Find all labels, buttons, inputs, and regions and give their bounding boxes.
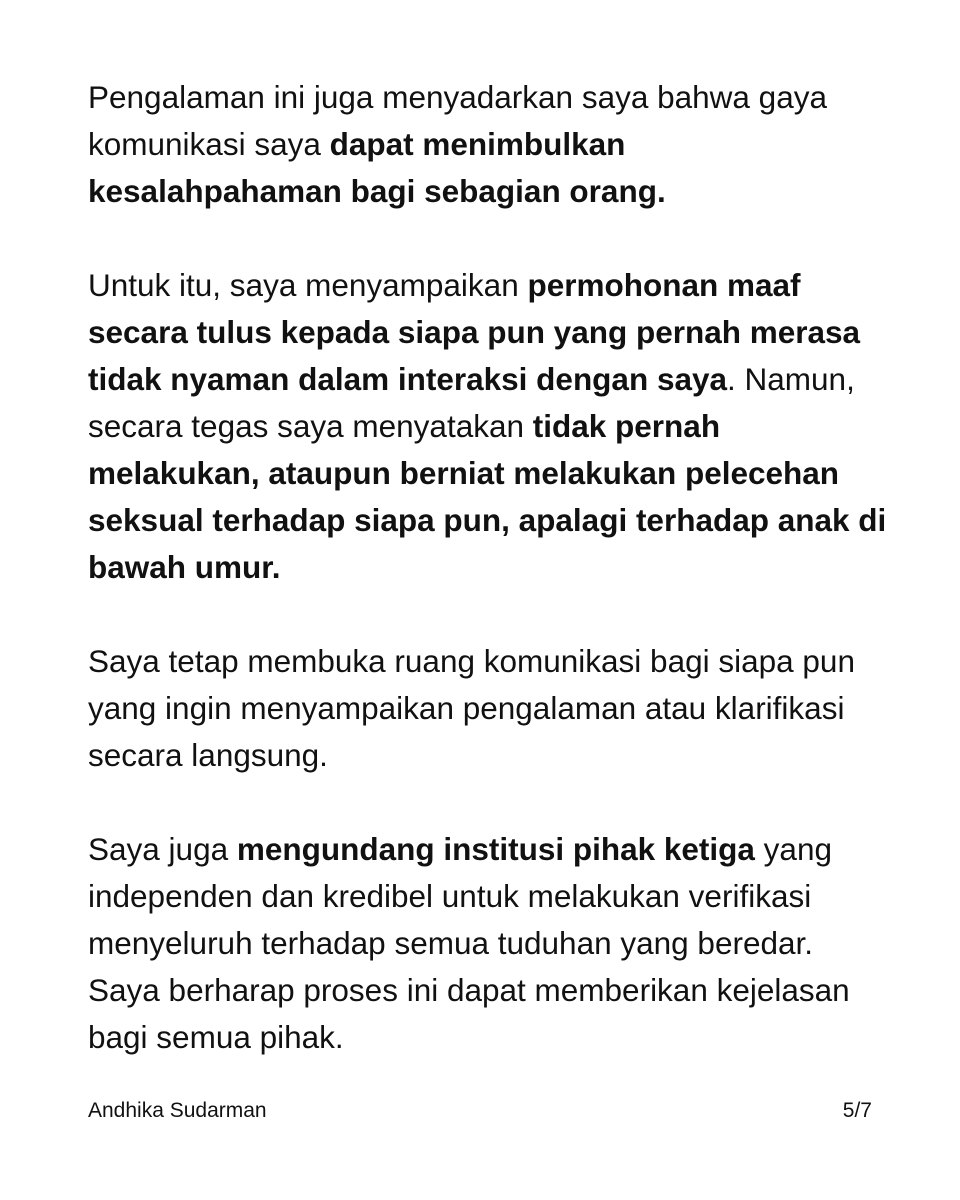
bold-text-run: mengundang institusi pihak ketiga <box>236 831 755 867</box>
page-number: 5/7 <box>842 1099 872 1122</box>
text-run: Untuk itu, saya menyampaikan <box>88 267 528 303</box>
text-run: Saya tetap membuka ruang komunikasi bagi siapa pun yang ingin menyampaikan pengalaman atau klarifikasi secara langsung. <box>88 643 855 773</box>
text-run: yang independen dan kredibel untuk melakukan verifikasi menyeluruh terhadap semua tuduhan yang beredar. Saya berharap proses ini dapat memberikan kejelasan bagi semua pihak. <box>88 831 850 1055</box>
paragraph-4 <box>88 826 888 1061</box>
bold-text-run: tidak pernah melakukan, ataupun berniat melakukan pelecehan seksual terhadap siapa pun, apalagi terhadap anak di bawah umur. <box>88 408 887 585</box>
paragraph-2 <box>88 262 888 591</box>
statement-body <box>88 74 888 1108</box>
text-run: . Namun, secara tegas saya menyatakan <box>88 361 855 444</box>
text-run: Pengalaman ini juga menyadarkan saya bahwa gaya komunikasi saya <box>88 79 827 162</box>
page-footer <box>88 1096 872 1126</box>
author-name: Andhika Sudarman <box>88 1099 267 1122</box>
paragraph-3 <box>88 638 888 779</box>
paragraph-1 <box>88 74 888 215</box>
text-run: Saya juga <box>88 831 237 867</box>
bold-text-run: dapat menimbulkan kesalahpahaman bagi sebagian orang. <box>88 126 666 209</box>
bold-text-run: permohonan maaf secara tulus kepada siapa pun yang pernah merasa tidak nyaman dalam interaksi dengan saya <box>88 267 861 397</box>
